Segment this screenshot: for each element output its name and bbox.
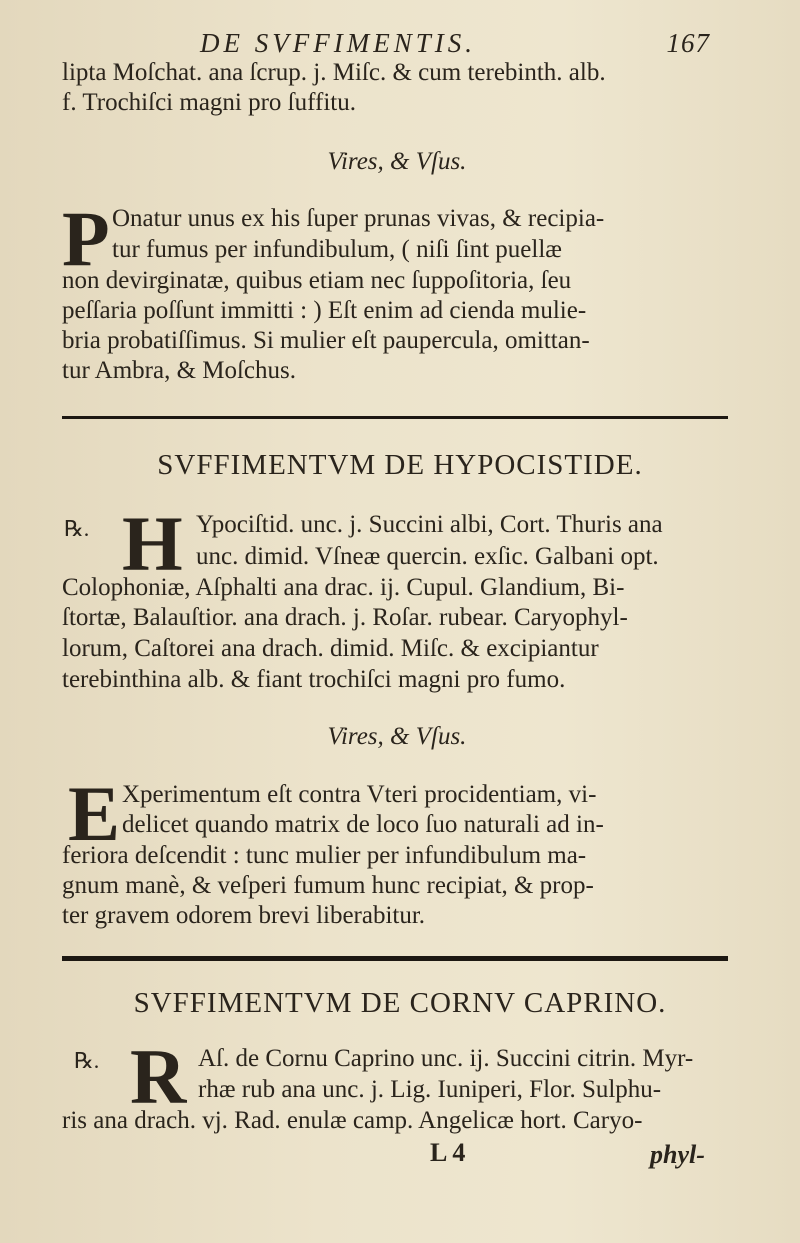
catchword: phyl-: [650, 1140, 705, 1169]
text-line: Aſ. de Cornu Caprino unc. ij. Succini citrin. Myr-: [198, 1045, 694, 1072]
text-line: peſſaria poſſunt immitti : ) Eſt enim ad cienda mulie-: [62, 297, 587, 324]
text-line: Colophoniæ, Aſphalti ana drac. ij. Cupul. Glandium, Bi-: [62, 574, 625, 601]
subheading: Vires, & Vſus.: [327, 723, 467, 750]
signature-mark: L 4: [430, 1138, 466, 1167]
recipe-mark: ℞.: [74, 1048, 100, 1073]
drop-cap: R: [130, 1033, 187, 1120]
running-head: [200, 28, 720, 62]
text-line: Onatur unus ex his ſuper prunas vivas, & recipia-: [112, 205, 605, 232]
text-line: tur fumus per infundibulum, ( niſi ſint puellæ: [112, 236, 562, 263]
text-line: lorum, Caſtorei ana drach. dimid. Miſc. & excipiantur: [62, 635, 599, 662]
text-line: f. Trochiſci magni pro ſuffitu.: [62, 89, 356, 116]
text-line: delicet quando matrix de loco ſuo naturali ad in-: [122, 811, 604, 838]
recipe-mark: ℞.: [64, 516, 90, 541]
section-heading: SVFFIMENTVM DE CORNV CAPRINO.: [133, 987, 667, 1019]
text-line: ter gravem odorem brevi liberabitur.: [62, 902, 426, 929]
text-line: gnum manè, & veſperi fumum hunc recipiat, & prop-: [62, 872, 594, 899]
text-line: rhæ rub ana unc. j. Lig. Iuniperi, Flor. Sulphu-: [198, 1076, 662, 1103]
divider-rule: [62, 956, 728, 961]
page-number: 167: [666, 28, 710, 58]
text-line: unc. dimid. Vſneæ quercin. exſic. Galbani opt.: [196, 543, 659, 570]
text-line: terebinthina alb. & fiant trochiſci magni pro fumo.: [62, 666, 566, 693]
subheading: Vires, & Vſus.: [327, 148, 467, 175]
divider-rule: [62, 416, 728, 419]
text-line: ris ana drach. vj. Rad. enulæ camp. Angelicæ hort. Caryo-: [62, 1107, 643, 1134]
text-line: ſtortæ, Balauſtior. ana drach. j. Roſar. rubear. Caryophyl-: [62, 604, 628, 631]
text-line: bria probatiſſimus. Si mulier eſt paupercula, omittan-: [62, 327, 590, 354]
running-head-title: DE SVFFIMENTIS.: [200, 28, 476, 58]
text-line: Ypociſtid. unc. j. Succini albi, Cort. Thuris ana: [196, 511, 663, 538]
text-line: non devirginatæ, quibus etiam nec ſuppoſitoria, ſeu: [62, 267, 572, 294]
drop-cap: E: [68, 770, 121, 857]
section-heading: SVFFIMENTVM DE HYPOCISTIDE.: [157, 449, 643, 481]
drop-cap: P: [62, 195, 110, 282]
text-line: Xperimentum eſt contra Vteri procidentiam, vi-: [122, 781, 597, 808]
text-line: tur Ambra, & Moſchus.: [62, 357, 297, 384]
text-line: feriora deſcendit : tunc mulier per infundibulum ma-: [62, 842, 587, 869]
text-line: lipta Moſchat. ana ſcrup. j. Miſc. & cum terebinth. alb.: [62, 59, 606, 86]
drop-cap: H: [122, 500, 183, 587]
